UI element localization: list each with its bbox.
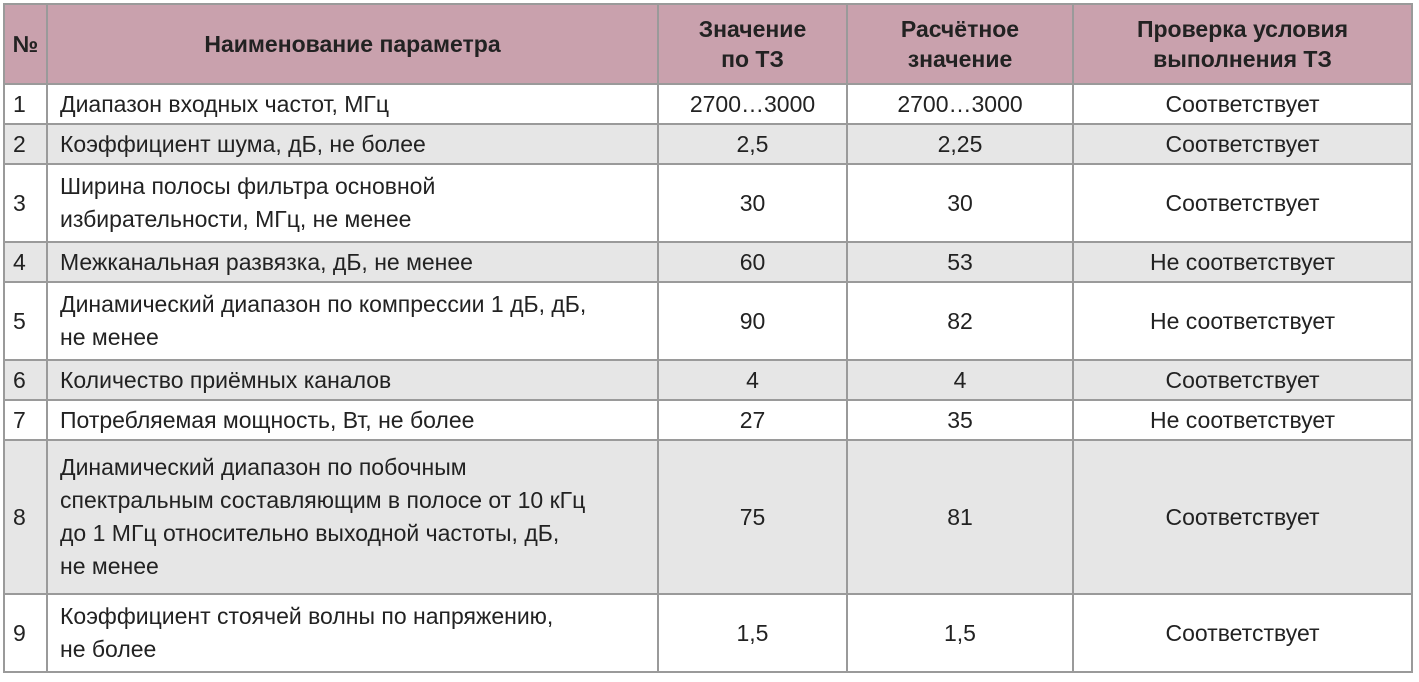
row-number: 1 bbox=[4, 84, 47, 124]
header-calc-value bbox=[847, 4, 1073, 84]
parameter-name-line: Потребляемая мощность, Вт, не более bbox=[60, 406, 475, 433]
table-row bbox=[4, 124, 1412, 164]
parameter-name-line: спектральным составляющим в полосе от 10 кГц bbox=[60, 487, 586, 513]
table-body bbox=[4, 84, 1412, 672]
check-result: Не соответствует bbox=[1073, 282, 1412, 360]
parameter-name bbox=[47, 84, 658, 124]
header-calc-value-line2: значение bbox=[907, 46, 1013, 72]
table-row bbox=[4, 84, 1412, 124]
parameter-name bbox=[47, 400, 658, 440]
calc-value: 2,25 bbox=[847, 124, 1073, 164]
parameters-table bbox=[3, 3, 1413, 673]
check-result: Соответствует bbox=[1073, 84, 1412, 124]
spec-value: 90 bbox=[658, 282, 847, 360]
header-row bbox=[4, 4, 1412, 84]
parameter-name-line: Количество приёмных каналов bbox=[60, 366, 392, 393]
row-number: 4 bbox=[4, 242, 47, 282]
spec-value: 27 bbox=[658, 400, 847, 440]
row-number: 5 bbox=[4, 282, 47, 360]
spec-value: 4 bbox=[658, 360, 847, 400]
table-row bbox=[4, 360, 1412, 400]
header-parameter-name: Наименование параметра bbox=[47, 4, 658, 84]
parameter-name-line: Динамический диапазон по компрессии 1 дБ, дБ, bbox=[60, 291, 587, 317]
calc-value: 4 bbox=[847, 360, 1073, 400]
calc-value: 81 bbox=[847, 440, 1073, 594]
check-result: Соответствует bbox=[1073, 594, 1412, 672]
spec-value: 1,5 bbox=[658, 594, 847, 672]
table-row bbox=[4, 164, 1412, 242]
check-result: Соответствует bbox=[1073, 124, 1412, 164]
calc-value: 1,5 bbox=[847, 594, 1073, 672]
table-row bbox=[4, 594, 1412, 672]
row-number: 8 bbox=[4, 440, 47, 594]
header-spec-value-line2: по ТЗ bbox=[721, 46, 784, 72]
parameter-name-line: до 1 МГц относительно выходной частоты, дБ, bbox=[60, 520, 560, 546]
row-number: 9 bbox=[4, 594, 47, 672]
header-spec-value bbox=[658, 4, 847, 84]
row-number: 7 bbox=[4, 400, 47, 440]
parameter-name-line: Межканальная развязка, дБ, не менее bbox=[60, 248, 473, 275]
table-row bbox=[4, 242, 1412, 282]
parameter-name-line: не менее bbox=[60, 553, 159, 579]
spec-value: 2700…3000 bbox=[658, 84, 847, 124]
check-result: Соответствует bbox=[1073, 164, 1412, 242]
header-check bbox=[1073, 4, 1412, 84]
row-number: 2 bbox=[4, 124, 47, 164]
parameter-name bbox=[47, 594, 658, 672]
spec-value: 75 bbox=[658, 440, 847, 594]
parameter-name bbox=[47, 242, 658, 282]
parameter-name-line: Ширина полосы фильтра основной bbox=[60, 173, 436, 199]
check-result: Соответствует bbox=[1073, 360, 1412, 400]
spec-value: 30 bbox=[658, 164, 847, 242]
calc-value: 53 bbox=[847, 242, 1073, 282]
parameter-name-line: избирательности, МГц, не менее bbox=[60, 206, 412, 232]
parameter-name-line: не более bbox=[60, 636, 157, 662]
parameter-name bbox=[47, 440, 658, 594]
row-number: 3 bbox=[4, 164, 47, 242]
calc-value: 30 bbox=[847, 164, 1073, 242]
check-result: Соответствует bbox=[1073, 440, 1412, 594]
table-header bbox=[4, 4, 1412, 84]
table-row bbox=[4, 400, 1412, 440]
calc-value: 35 bbox=[847, 400, 1073, 440]
check-result: Не соответствует bbox=[1073, 400, 1412, 440]
parameter-name bbox=[47, 164, 658, 242]
spec-value: 2,5 bbox=[658, 124, 847, 164]
calc-value: 2700…3000 bbox=[847, 84, 1073, 124]
parameter-name bbox=[47, 360, 658, 400]
spec-value: 60 bbox=[658, 242, 847, 282]
check-result: Не соответствует bbox=[1073, 242, 1412, 282]
parameter-name-line: не менее bbox=[60, 324, 159, 350]
parameter-name-line: Коэффициент шума, дБ, не более bbox=[60, 130, 426, 157]
parameter-name bbox=[47, 282, 658, 360]
header-number: № bbox=[4, 4, 47, 84]
header-spec-value-line1: Значение bbox=[698, 16, 807, 42]
parameter-name bbox=[47, 124, 658, 164]
calc-value: 82 bbox=[847, 282, 1073, 360]
row-number: 6 bbox=[4, 360, 47, 400]
parameter-name-line: Динамический диапазон по побочным bbox=[60, 454, 467, 480]
header-check-line1: Проверка условия bbox=[1136, 16, 1349, 42]
parameter-name-line: Коэффициент стоячей волны по напряжению, bbox=[60, 603, 554, 629]
table-row bbox=[4, 440, 1412, 594]
table-row bbox=[4, 282, 1412, 360]
header-check-line2: выполнения ТЗ bbox=[1153, 46, 1332, 72]
parameter-name-line: Диапазон входных частот, МГц bbox=[60, 90, 390, 117]
header-calc-value-line1: Расчётное bbox=[900, 16, 1020, 42]
